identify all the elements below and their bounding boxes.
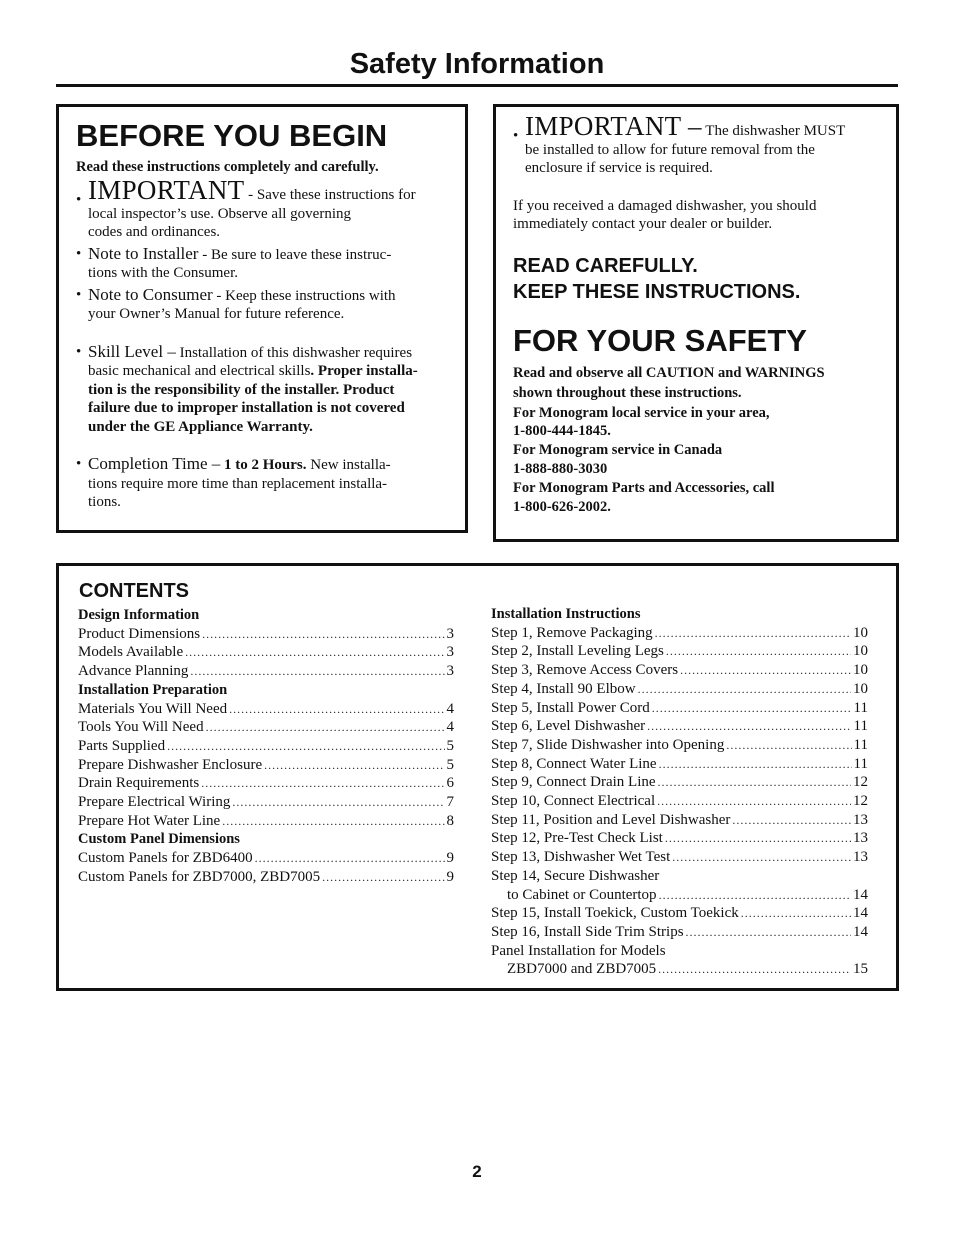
leader-dots: [202, 625, 444, 644]
contents-left-column: [78, 606, 454, 887]
toc-row[interactable]: Step 1, Remove Packaging ..... 10: [491, 624, 868, 643]
safety-line: For Monogram service in Canada: [513, 442, 723, 459]
leader-dots: [201, 774, 444, 793]
keep-instructions-heading: KEEP THESE INSTRUCTIONS.: [513, 280, 801, 303]
safety-important-lead: IMPORTANT –: [525, 111, 702, 141]
important-text-2: local inspector’s use. Observe all governing: [88, 205, 351, 222]
leader-dots: [206, 718, 445, 737]
toc-row[interactable]: Step 4, Install 90 Elbow ..... 10: [491, 680, 868, 699]
toc-row[interactable]: ZBD7000 and ZBD7005 ..... 15: [491, 960, 868, 979]
toc-panel-line: Panel Installation for Models: [491, 942, 666, 959]
bullet-icon: •: [76, 245, 82, 262]
read-carefully-block: [513, 253, 888, 305]
important-text-1: - Save these instructions for: [244, 187, 416, 203]
leader-dots: [665, 829, 851, 848]
safety-line: For Monogram local service in your area,: [513, 404, 770, 421]
safety-line: Read and observe all CAUTION and WARNINGS: [513, 364, 825, 381]
skill-item: [76, 343, 461, 437]
leader-dots: [255, 849, 445, 868]
completion-text-2: tions require more time than replacement installa-: [88, 475, 388, 492]
before-you-begin-box: [56, 104, 468, 533]
completion-lead: Completion Time –: [88, 454, 221, 473]
page-title: Safety Information: [349, 48, 605, 80]
before-heading: BEFORE YOU BEGIN: [76, 118, 388, 153]
consumer-text-2: your Owner’s Manual for future reference.: [88, 306, 345, 322]
toc-row[interactable]: Step 11, Position and Level Dishwasher ..... 13: [491, 811, 868, 830]
safety-line: shown throughout these instructions.: [513, 385, 742, 401]
leader-dots: [638, 680, 851, 699]
toc-row[interactable]: Drain Requirements ..... 6: [78, 774, 454, 793]
page-number: 2: [472, 1162, 482, 1181]
completion-text-1: New installa-: [306, 457, 391, 473]
completion-hours: 1 to 2 Hours.: [220, 457, 307, 473]
toc-row[interactable]: Step 10, Connect Electrical ..... 12: [491, 792, 868, 811]
leader-dots: [322, 868, 444, 887]
safety-lines: [513, 363, 888, 517]
before-content: [76, 119, 461, 512]
leader-dots: [229, 700, 444, 719]
skill-text-2b: . Proper installa-: [310, 363, 418, 379]
damaged-text-1: If you received a damaged dishwasher, you should: [513, 197, 817, 214]
safety-important-item: [513, 111, 888, 178]
installer-text-1: - Be sure to leave these instruc-: [198, 246, 392, 263]
leader-dots: [264, 756, 444, 775]
leader-dots: [672, 848, 851, 867]
toc-row[interactable]: Step 5, Install Power Cord ..... 11: [491, 699, 868, 718]
toc-row[interactable]: Step 7, Slide Dishwasher into Opening ..... 11: [491, 736, 868, 755]
leader-dots: [647, 717, 851, 736]
skill-text-2a: basic mechanical and electrical skills: [88, 363, 311, 379]
toc-section-custom-panel: Custom Panel Dimensions: [78, 831, 240, 848]
skill-text-4: failure due to improper installation is not covered: [88, 400, 405, 416]
skill-text-1: Installation of this dishwasher requires: [175, 344, 413, 361]
leader-dots: [659, 755, 852, 774]
toc-row[interactable]: Tools You Will Need ..... 4: [78, 718, 454, 737]
leader-dots: [658, 773, 851, 792]
toc-section-install-instructions: Installation Instructions: [491, 606, 641, 622]
safety-line: 1-800-444-1845.: [513, 423, 611, 440]
leader-dots: [232, 793, 444, 812]
installer-lead: Note to Installer: [88, 243, 199, 263]
toc-section-install-prep: Installation Preparation: [78, 681, 228, 698]
damaged-text-2: immediately contact your dealer or builder.: [513, 216, 773, 232]
toc-row[interactable]: Step 8, Connect Water Line ..... 11: [491, 755, 868, 774]
safety-line: 1-800-626-2002.: [513, 499, 611, 516]
leader-dots: [657, 792, 851, 811]
leader-dots: [185, 643, 444, 662]
bullet-icon: •: [76, 192, 82, 208]
safety-important-text-3: enclosure if service is required.: [525, 160, 713, 176]
bullet-icon: •: [513, 128, 519, 144]
toc-row[interactable]: Custom Panels for ZBD6400 ..... 9: [78, 849, 454, 868]
bullet-icon: •: [76, 343, 82, 360]
contents-box: [56, 563, 899, 991]
skill-text-3: tion is the responsibility of the installer. Product: [88, 381, 395, 398]
consumer-lead: Note to Consumer: [88, 284, 213, 304]
toc-row[interactable]: Step 2, Install Leveling Legs ..... 10: [491, 642, 868, 661]
bullet-icon: •: [76, 456, 82, 472]
toc-row[interactable]: Prepare Electrical Wiring ..... 7: [78, 793, 454, 812]
toc-row[interactable]: Advance Planning ..... 3: [78, 662, 454, 681]
important-item: [76, 175, 461, 242]
bullet-icon: •: [76, 286, 82, 303]
toc-row[interactable]: Step 6, Level Dishwasher ..... 11: [491, 717, 868, 736]
important-text-3: codes and ordinances.: [88, 224, 221, 240]
leader-dots: [655, 624, 851, 643]
leader-dots: [658, 960, 851, 979]
toc-row[interactable]: Parts Supplied ..... 5: [78, 737, 454, 756]
leader-dots: [652, 699, 852, 718]
safety-important-text-1: The dishwasher MUST: [701, 123, 846, 139]
leader-dots: [732, 811, 851, 830]
read-carefully-heading: READ CAREFULLY.: [513, 254, 698, 277]
important-lead: IMPORTANT: [88, 175, 245, 205]
toc-row[interactable]: to Cabinet or Countertop ..... 14: [491, 886, 868, 905]
contents-heading: CONTENTS: [79, 580, 189, 602]
toc-row[interactable]: Product Dimensions ..... 3: [78, 625, 454, 644]
leader-dots: [680, 661, 851, 680]
toc-step14-line: Step 14, Secure Dishwasher: [491, 867, 660, 884]
installer-text-2: tions with the Consumer.: [88, 265, 238, 281]
completion-text-3: tions.: [88, 494, 121, 510]
toc-row[interactable]: Step 15, Install Toekick, Custom Toekick ..... 14: [491, 904, 868, 923]
safety-box: [493, 104, 899, 542]
toc-row[interactable]: Step 16, Install Side Trim Strips ..... 14: [491, 923, 868, 942]
title-rule: [56, 84, 898, 87]
toc-row[interactable]: Materials You Will Need ..... 4: [78, 700, 454, 719]
skill-text-5: under the GE Appliance Warranty.: [88, 418, 313, 435]
consumer-item: [76, 286, 461, 324]
toc-row[interactable]: Custom Panels for ZBD7000, ZBD7005 ..... 9: [78, 868, 454, 887]
contents-right-column: [491, 605, 868, 979]
safety-content: [513, 111, 888, 517]
leader-dots: [666, 642, 851, 661]
leader-dots: [659, 886, 851, 905]
leader-dots: [167, 737, 444, 756]
toc-row[interactable]: Prepare Hot Water Line ..... 8: [78, 812, 454, 831]
toc-row[interactable]: Prepare Dishwasher Enclosure ..... 5: [78, 756, 454, 775]
skill-lead: Skill Level –: [88, 341, 176, 361]
leader-dots: [222, 812, 444, 831]
safety-important-text-2: be installed to allow for future removal from the: [525, 141, 815, 158]
safety-line: For Monogram Parts and Accessories, call: [513, 480, 775, 497]
completion-item: [76, 455, 461, 512]
safety-line: 1-888-880-3030: [513, 461, 608, 478]
leader-dots: [726, 736, 851, 755]
consumer-text-1: - Keep these instructions with: [212, 287, 396, 304]
toc-section-design: Design Information: [78, 607, 200, 623]
damaged-notice: [513, 197, 888, 234]
toc-row[interactable]: Step 3, Remove Access Covers ..... 10: [491, 661, 868, 680]
leader-dots: [190, 662, 444, 681]
toc-row[interactable]: Step 9, Connect Drain Line ..... 12: [491, 773, 868, 792]
leader-dots: [741, 904, 851, 923]
for-your-safety-heading: FOR YOUR SAFETY: [513, 322, 807, 358]
before-intro: Read these instructions completely and carefully.: [76, 159, 379, 175]
toc-row[interactable]: Models Available ..... 3: [78, 643, 454, 662]
installer-item: [76, 245, 461, 283]
leader-dots: [686, 923, 851, 942]
toc-row[interactable]: Step 12, Pre-Test Check List ..... 13: [491, 829, 868, 848]
toc-row[interactable]: Step 13, Dishwasher Wet Test ..... 13: [491, 848, 868, 867]
